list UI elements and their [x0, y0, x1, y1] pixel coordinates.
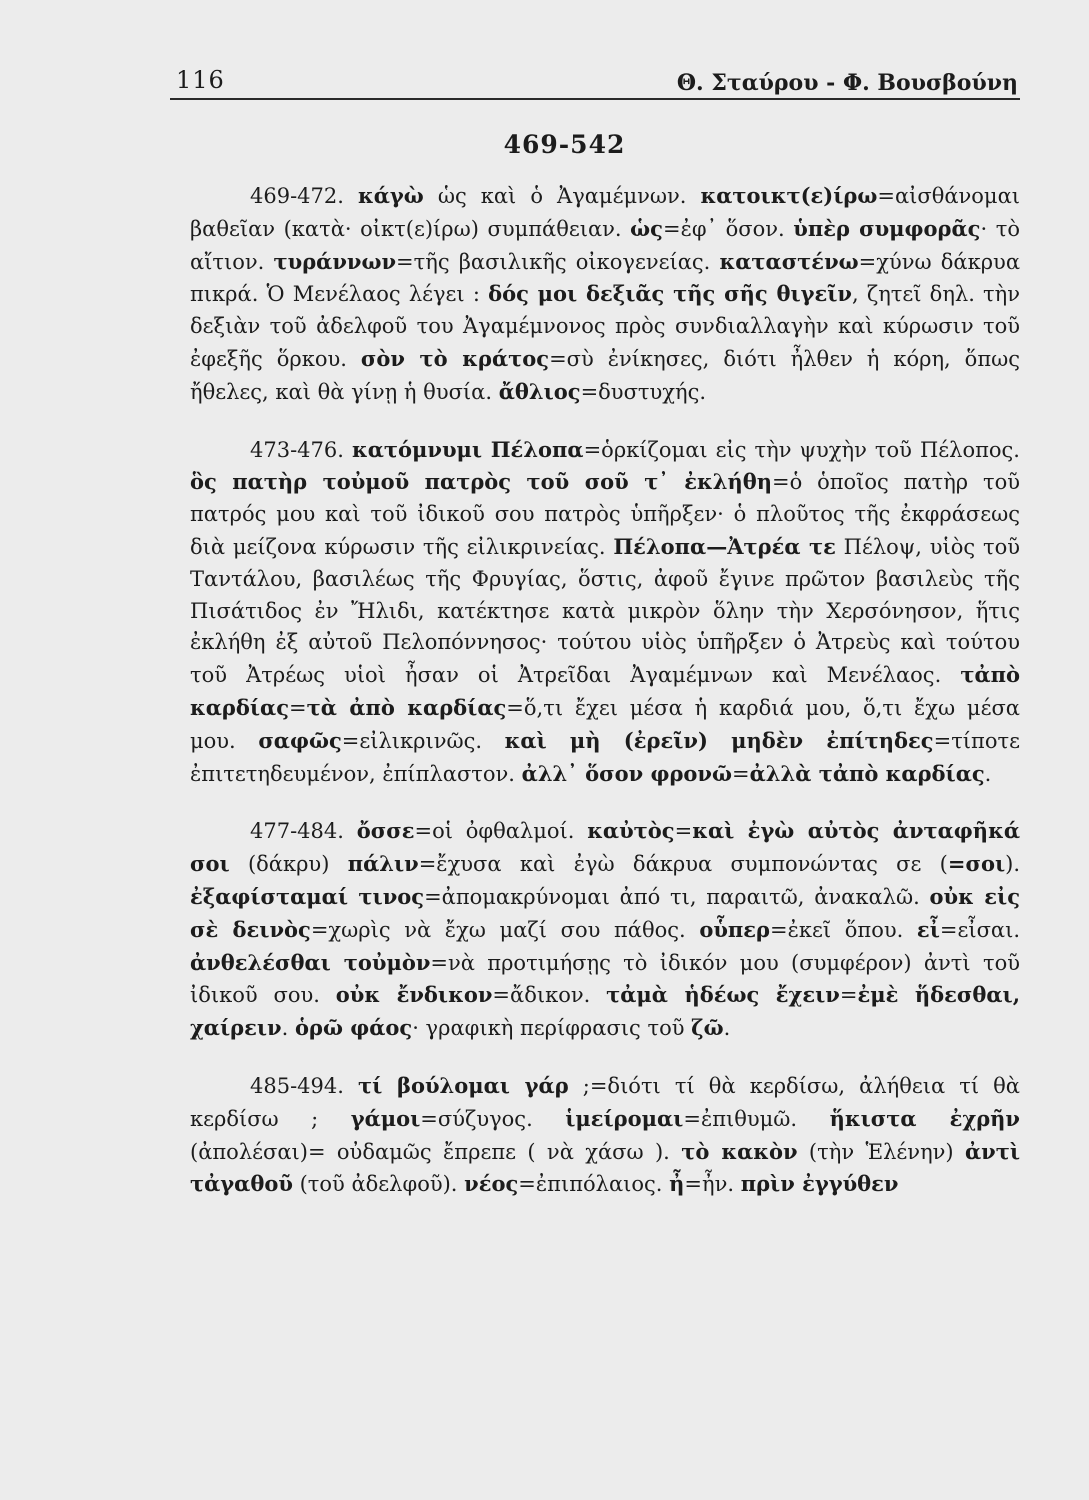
gloss-text: =: [674, 819, 693, 844]
gloss-text: · γραφικὴ περίφρασις τοῦ: [412, 1016, 692, 1041]
gloss-text: ;=διότι τί θὰ κερδίσω, ἀλήθεια τί θὰ κερδίσω ;: [190, 1073, 1020, 1131]
lemma: καὐτὸς: [587, 818, 675, 844]
paragraph-469-472: [190, 180, 1020, 409]
lemma: κατοικτ(ε)ίρω: [700, 183, 878, 208]
gloss-text: =οἱ ὀφθαλμοί.: [414, 819, 588, 844]
gloss-text: =αἰσθάνομαι βαθεῖαν (κατὰ· οἰκτ(ε)ίρω) συμπάθειαν.: [190, 184, 1020, 241]
lemma: ἦ: [669, 1171, 685, 1197]
gloss-text: =ἐφ᾿ ὅσον.: [662, 216, 794, 241]
gloss-text: =εἶσαι.: [939, 917, 1020, 942]
lemma: καὶ μὴ (ἐρεῖν) μηδὲν ἐπίτηδες: [504, 727, 934, 753]
page-number: 116: [176, 66, 225, 94]
paragraph-485-494: [190, 1070, 1020, 1201]
paragraph-473-476: [190, 434, 1020, 791]
lemma: οὐκ εἰς σὲ δεινὸς: [190, 883, 1020, 942]
gloss-text: =ἀπομακρύνομαι ἀπό τι, παραιτῶ, ἀνακαλῶ.: [424, 884, 930, 909]
lemma: νέος: [464, 1171, 519, 1197]
gloss-text: ).: [1005, 852, 1020, 877]
gloss-text: =τίποτε ἐπιτετηδευμένον, ἐπίπλαστον.: [190, 728, 1020, 786]
gloss-text: =ἄδικον.: [492, 983, 607, 1008]
gloss-text: =ὁρκίζομαι εἰς τὴν ψυχὴν τοῦ Πέλοπος.: [583, 437, 1020, 462]
gloss-text: =σύζυγος.: [420, 1106, 566, 1131]
gloss-text: ὡς καὶ ὁ Ἀγαμέμνων.: [423, 184, 701, 208]
gloss-text: 485-494.: [250, 1073, 359, 1098]
lemma: τὰ ἀπὸ καρδίας: [306, 694, 507, 720]
gloss-text: , ζητεῖ δηλ. τὴν δεξιὰν τοῦ ἀδελφοῦ του Ἀγαμέμνονος πρὸς συνδιαλλαγὴν καὶ κύρωσιν τοῦ ἐφεξῆς ὅρκου.: [190, 282, 1021, 371]
gloss-text: =: [288, 695, 307, 720]
gloss-text: =: [732, 761, 750, 786]
lemma: πάλιν: [347, 851, 419, 877]
lemma: ζῶ: [691, 1015, 724, 1041]
gloss-text: =νὰ προτιμήσῃς τὸ ἰδικόν μου (συμφέρον) ἀντὶ τοῦ ἰδικοῦ σου.: [190, 950, 1020, 1008]
lemma: ἐξαφίσταμαί τινος: [190, 883, 425, 909]
lemma: κάγὼ: [358, 183, 424, 208]
lemma: κατόμνυμι Πέλοπα: [351, 436, 584, 462]
lemma: τἀμὰ ἡδέως ἔχειν: [606, 982, 840, 1008]
lemma: ἀντὶ τἀγαθοῦ: [190, 1138, 1020, 1197]
lemma: πρὶν ἐγγύθεν: [740, 1171, 899, 1197]
gloss-text: · τὸ αἴτιον.: [190, 216, 1020, 274]
gloss-text: =σὺ ἐνίκησες, διότι ἦλθεν ἡ κόρη, ὅπως ἤθελες, καὶ θὰ γίνῃ ἡ θυσία.: [190, 346, 1021, 404]
gloss-text: =ὁ ὁποῖος πατὴρ τοῦ πατρός μου καὶ τοῦ ἰδικοῦ σου πατρὸς ὑπῆρξεν· ὁ πλοῦτος τῆς ἐκφράσεως διὰ μείζονα κύρωσιν τῆς εἰλικρινείας.: [190, 470, 1020, 559]
lemma: ὃς πατὴρ τοὐμοῦ πατρὸς τοῦ σοῦ τ᾿ ἐκλήθη: [190, 469, 773, 495]
lemma: ὄσσε: [356, 818, 415, 844]
lemma: γάμοι: [350, 1105, 421, 1131]
gloss-text: =τῆς βασιλικῆς οἰκογενείας.: [396, 249, 720, 274]
gloss-text: =ἐπιπόλαιος.: [518, 1172, 670, 1197]
lemma: καὶ ἐγὼ αὐτὸς ἀνταφῆκά σοι: [190, 818, 1020, 877]
paragraph-477-484: [190, 815, 1020, 1045]
lemma: καταστένω: [719, 248, 859, 274]
gloss-text: (τὴν Ἑλένην): [797, 1139, 965, 1164]
lemma: ἄθλιος: [498, 378, 581, 404]
lemma: ἥκιστα ἐχρῆν: [829, 1105, 1021, 1131]
lemma: ὡς: [630, 215, 663, 241]
lemma: =σοι: [947, 851, 1006, 877]
gloss-text: (τοῦ ἀδελφοῦ).: [292, 1172, 465, 1197]
lemma: τἀπὸ καρδίας: [190, 662, 1020, 720]
page-header: [170, 64, 1020, 100]
gloss-text: 469-472.: [250, 184, 358, 208]
lemma: ὁρῶ φάος: [294, 1015, 413, 1041]
gloss-text: =εἰλικρινῶς.: [341, 728, 505, 753]
lemma: οὐκ ἔνδικον: [335, 982, 493, 1008]
lemma: τυράννων: [273, 248, 397, 274]
lemma: τί βούλομαι γάρ: [358, 1072, 569, 1098]
gloss-text: .: [281, 1016, 295, 1041]
gloss-text: =χύνω δάκρυα πικρά. Ὁ Μενέλαος λέγει :: [190, 249, 1020, 307]
lemma: ἐμὲ ἥδεσθαι, χαίρειν: [190, 982, 1021, 1041]
gloss-text: =ἐκεῖ ὅπου.: [770, 917, 917, 942]
lemma: ἀλλ᾿ ὅσον φρονῶ: [521, 760, 732, 786]
gloss-text: .: [723, 1016, 731, 1041]
gloss-text: 473-476.: [250, 437, 352, 462]
gloss-text: =: [839, 983, 858, 1008]
section-title: 469-542: [503, 130, 626, 159]
lemma: ἀλλὰ τἀπὸ καρδίας: [749, 760, 985, 786]
gloss-text: =ἔχυσα καὶ ἐγὼ δάκρυα συμπονώντας σε (: [418, 852, 948, 877]
gloss-text: (δάκρυ): [229, 852, 348, 877]
running-head: Θ. Σταύρου - Φ. Βουσβούνη: [676, 70, 1018, 96]
lemma: ὑπὲρ συμφορᾶς: [793, 215, 981, 241]
gloss-text: =χωρὶς νὰ ἔχω μαζί σου πάθος.: [310, 917, 700, 942]
gloss-text: 477-484.: [250, 819, 357, 844]
lemma: εἶ: [916, 916, 940, 942]
gloss-text: =ὅ,τι ἔχει μέσα ἡ καρδιά μου, ὅ,τι ἔχω μέσα μου.: [190, 695, 1020, 753]
lemma: οὗπερ: [699, 916, 771, 942]
gloss-text: =ἦν.: [684, 1172, 741, 1197]
lemma: ἱμείρομαι: [565, 1105, 684, 1131]
lemma: Πέλοπα—Ἀτρέα τε: [613, 533, 836, 559]
lemma: δός μοι δεξιᾶς τῆς σῆς θιγεῖν: [488, 281, 852, 307]
gloss-text: (ἀπολέσαι)= οὐδαμῶς ἔπρεπε ( νὰ χάσω ).: [190, 1139, 682, 1164]
gloss-text: Πέλοψ, υἱὸς τοῦ Ταντάλου, βασιλέως τῆς Φρυγίας, ὅστις, ἀφοῦ ἔγινε πρῶτον βασιλεὺς τῆς Πισάτιδος ἐν Ἤλιδι, κατέκτησε κατὰ μικρὸν ὅλην τὴν Χερσόνησον, ἥτις ἐκλήθη ἐξ αὐτοῦ Πελοπόννησος· τούτου υἱὸς ὑπῆρξεν ὁ Ἀτρεὺς καὶ τούτου τοῦ Ἀτρέως υἱοὶ ἦσαν οἱ Ἀτρεῖδαι Ἀγαμέμνων καὶ Μενέλαος.: [190, 534, 1020, 688]
gloss-text: =ἐπιθυμῶ.: [683, 1106, 830, 1131]
lemma: ἀνθελέσθαι τοὐμὸν: [190, 949, 431, 975]
commentary-body: [190, 180, 1020, 1226]
lemma: τὸ κακὸν: [681, 1138, 798, 1164]
lemma: σὸν τὸ κράτος: [360, 345, 550, 371]
gloss-text: =δυστυχής.: [580, 379, 707, 404]
lemma: σαφῶς: [258, 727, 342, 753]
gloss-text: .: [984, 761, 992, 786]
